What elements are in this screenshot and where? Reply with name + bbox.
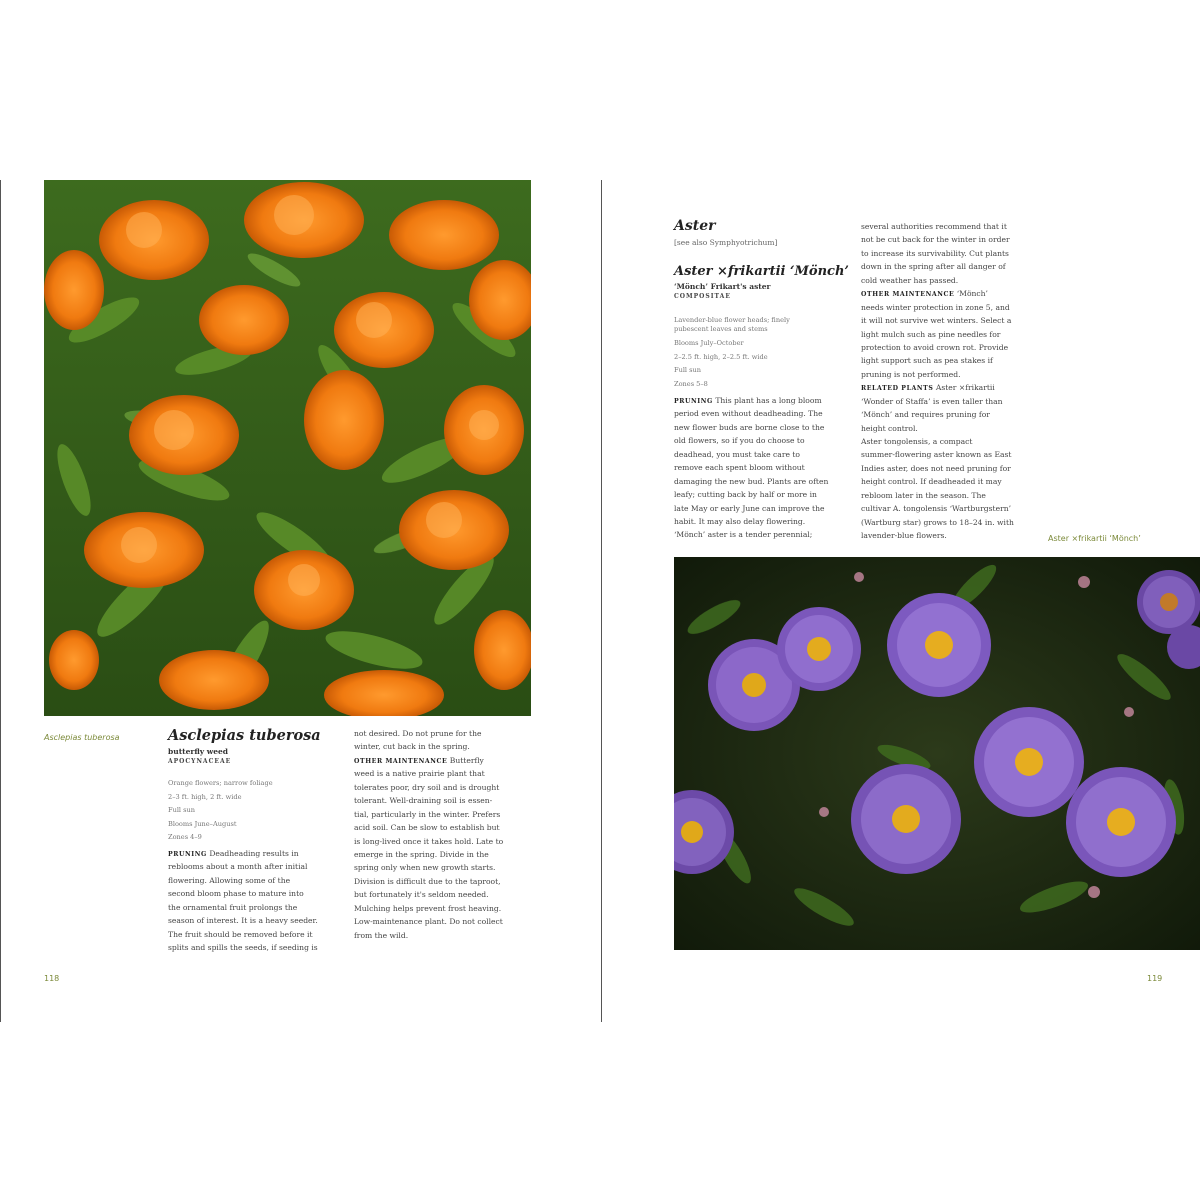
body-line <box>861 395 1014 408</box>
body-text: height control. <box>861 423 918 433</box>
body-text: ‘Mönch’ and requires pruning for <box>861 410 990 420</box>
body-line <box>354 754 503 767</box>
body-text: cultivar A. tongolensis ‘Wartburgstern’ <box>861 504 1012 514</box>
body-line <box>168 887 318 900</box>
body-line <box>861 462 1014 475</box>
fact-line: pubescent leaves and stems <box>674 325 768 333</box>
body-text: tial, particularly in the winter. Prefers <box>354 809 501 819</box>
body-text: The fruit should be removed before it <box>168 929 313 939</box>
body-line <box>168 860 318 873</box>
plant-facts <box>674 316 790 391</box>
body-text: tolerates poor, dry soil and is drought <box>354 782 500 792</box>
body-line <box>354 929 503 942</box>
body-line <box>354 821 503 834</box>
fact-line: Orange flowers; narrow foliage <box>168 779 273 787</box>
body-line <box>168 941 318 954</box>
body-text: flowering. Allowing some of the <box>168 875 291 885</box>
body-line <box>674 528 828 541</box>
body-line <box>861 475 1014 488</box>
body-line <box>861 448 1014 461</box>
body-text: Division is difficult due to the taproot, <box>354 876 501 886</box>
section-keyword: RELATED PLANTS <box>861 385 934 393</box>
body-line <box>861 287 1014 300</box>
body-line <box>861 301 1014 314</box>
body-line <box>861 529 1014 542</box>
body-line <box>674 515 828 528</box>
body-text: Low-maintenance plant. Do not collect <box>354 917 503 927</box>
left-page <box>0 180 602 1022</box>
body-column <box>168 847 318 955</box>
body-line <box>674 421 828 434</box>
body-line <box>861 233 1014 246</box>
body-text: Aster tongolensis, a compact <box>861 437 973 446</box>
common-name: ‘Mönch’ Frikart's aster <box>674 282 771 291</box>
body-text: needs winter protection in zone 5, and <box>861 302 1010 312</box>
body-text: it will not survive wet winters. Select a <box>861 316 1012 326</box>
body-text: habit. It may also delay flowering. <box>674 516 806 526</box>
fact-line: Lavender-blue flower heads; finely <box>674 316 790 324</box>
body-text: tolerant. Well-draining soil is essen- <box>354 796 493 806</box>
section-keyword: OTHER MAINTENANCE <box>354 757 448 765</box>
fact-line: 2–3 ft. high, 2 ft. wide <box>168 792 242 801</box>
body-text: winter, cut back in the spring. <box>354 742 470 752</box>
body-text: pruning is not performed. <box>861 369 961 379</box>
section-keyword: PRUNING <box>168 851 207 858</box>
body-line <box>354 888 503 901</box>
body-line <box>354 875 503 888</box>
body-text: but fortunately it's seldom needed. <box>354 890 489 900</box>
body-text: ‘Mönch’ aster is a tender perennial; <box>674 530 813 540</box>
body-line <box>674 502 828 515</box>
body-text: protection to avoid crown rot. Provide <box>861 342 1009 352</box>
section-keyword: PRUNING <box>674 398 713 405</box>
body-line <box>861 220 1014 233</box>
body-text: several authorities recommend that it <box>861 222 1007 231</box>
fact-line: Zones 4–9 <box>168 833 202 842</box>
body-text: down in the spring after all danger of <box>861 262 1006 272</box>
body-text: Butterfly <box>449 755 484 765</box>
body-text: height control. If deadheaded it may <box>861 477 1002 487</box>
body-text: spring only when new growth starts. <box>354 863 496 873</box>
body-line <box>861 435 1014 448</box>
body-line <box>354 915 503 928</box>
body-line <box>861 422 1014 435</box>
body-line <box>861 328 1014 341</box>
fact-line: Blooms July–October <box>674 339 744 347</box>
body-text: is long-lived once it takes hold. Late to <box>354 836 504 846</box>
photo-caption: Aster ×frikartii ‘Mönch’ <box>1048 534 1141 543</box>
page-number: 118 <box>44 974 60 983</box>
body-line <box>674 488 828 501</box>
body-line <box>861 489 1014 502</box>
body-line <box>354 767 503 780</box>
body-text: Aster ×frikartii <box>935 383 995 393</box>
genus-heading: Aster <box>674 218 716 234</box>
aster-photo <box>674 557 1200 950</box>
body-line <box>861 516 1014 529</box>
butterfly-weed-photo <box>44 180 531 716</box>
fact-line: Full sun <box>168 806 196 815</box>
body-line <box>861 502 1014 515</box>
body-line <box>168 914 318 927</box>
fact-line: 2–2.5 ft. high, 2–2.5 ft. wide <box>674 352 768 361</box>
body-line <box>168 874 318 887</box>
body-text: lavender-blue flowers. <box>861 531 947 541</box>
body-text: the ornamental fruit prolongs the <box>168 902 298 912</box>
body-line <box>861 408 1014 421</box>
body-text: weed is a native prairie plant that <box>354 769 485 779</box>
body-line <box>354 740 503 753</box>
body-text: acid soil. Can be slow to establish but <box>354 823 500 833</box>
body-text: Deadheading results in <box>209 849 299 858</box>
body-text: ‘Wonder of Staffa’ is even taller than <box>861 396 1003 406</box>
body-line <box>674 434 828 447</box>
body-line <box>354 848 503 861</box>
body-line <box>861 260 1014 273</box>
body-line <box>354 794 503 807</box>
photo-caption: Asclepias tuberosa <box>44 733 120 742</box>
plant-names <box>168 747 231 766</box>
common-name: butterfly weed <box>168 747 229 756</box>
plant-facts <box>168 777 273 845</box>
body-text: ‘Mönch’ <box>956 289 988 299</box>
body-text: old flowers, so if you do choose to <box>674 436 805 446</box>
body-line <box>861 368 1014 381</box>
fact-line: Zones 5–8 <box>674 379 708 388</box>
fact-line: Full sun <box>674 366 702 375</box>
body-column <box>861 220 1014 543</box>
body-line <box>354 808 503 821</box>
book-spread <box>0 180 1200 1022</box>
plant-names <box>674 282 770 301</box>
body-line <box>354 781 503 794</box>
body-text: to increase its survivability. Cut plants <box>861 248 1009 258</box>
body-line <box>674 461 828 474</box>
body-text: deadhead, you must take care to <box>674 449 800 459</box>
body-text: not desired. Do not prune for the <box>354 729 482 738</box>
body-line <box>354 835 503 848</box>
fact-line: Blooms June–August <box>168 819 237 828</box>
body-line <box>861 314 1014 327</box>
body-text: Mulching helps prevent frost heaving. <box>354 903 502 913</box>
see-also-note: [see also Symphyotrichum] <box>674 238 778 247</box>
body-line <box>861 274 1014 287</box>
body-text: emerge in the spring. Divide in the <box>354 849 489 859</box>
body-line <box>168 928 318 941</box>
body-text: from the wild. <box>354 930 409 940</box>
body-text: damaging the new bud. Plants are often <box>674 476 829 486</box>
body-text: light support such as pea stakes if <box>861 356 993 366</box>
body-text: period even without deadheading. The <box>674 409 823 419</box>
body-text: second bloom phase to mature into <box>168 889 304 899</box>
body-text: splits and spills the seeds, if seeding is <box>168 943 318 953</box>
family-name: COMPOSITAE <box>674 293 731 300</box>
page-number: 119 <box>1147 974 1163 983</box>
body-line <box>674 448 828 461</box>
body-line <box>861 354 1014 367</box>
body-column <box>674 394 828 542</box>
body-line <box>674 407 828 420</box>
plant-heading: Asclepias tuberosa <box>168 727 321 744</box>
body-line <box>861 341 1014 354</box>
body-text: late May or early June can improve the <box>674 503 825 513</box>
body-line <box>354 727 503 740</box>
body-line <box>354 902 503 915</box>
body-line <box>861 247 1014 260</box>
body-text: Indies aster, does not need pruning for <box>861 463 1011 473</box>
body-text: remove each spent bloom without <box>674 463 805 473</box>
body-text: (Wartburg star) grows to 18–24 in. with <box>861 517 1014 527</box>
body-line <box>168 901 318 914</box>
body-text: This plant has a long bloom <box>715 396 822 405</box>
body-text: leafy; cutting back by half or more in <box>674 490 817 500</box>
body-line <box>861 381 1014 394</box>
body-line <box>674 394 828 407</box>
family-name: APOCYNACEAE <box>168 758 232 765</box>
section-keyword: OTHER MAINTENANCE <box>861 291 955 299</box>
body-text: not be cut back for the winter in order <box>861 235 1010 245</box>
body-line <box>354 861 503 874</box>
body-text: season of interest. It is a heavy seeder. <box>168 916 318 926</box>
body-line <box>674 475 828 488</box>
body-text: new flower buds are borne close to the <box>674 422 825 432</box>
body-text: cold weather has passed. <box>861 275 959 285</box>
body-line <box>168 847 318 860</box>
body-column <box>354 727 503 942</box>
body-text: reblooms about a month after initial <box>168 862 308 872</box>
body-text: light mulch such as pine needles for <box>861 329 1001 339</box>
body-text: summer-flowering aster known as East <box>861 450 1012 460</box>
body-text: rebloom later in the season. The <box>861 490 986 500</box>
plant-heading: Aster ×frikartii ‘Mönch’ <box>674 264 849 279</box>
right-page <box>601 180 1200 1022</box>
